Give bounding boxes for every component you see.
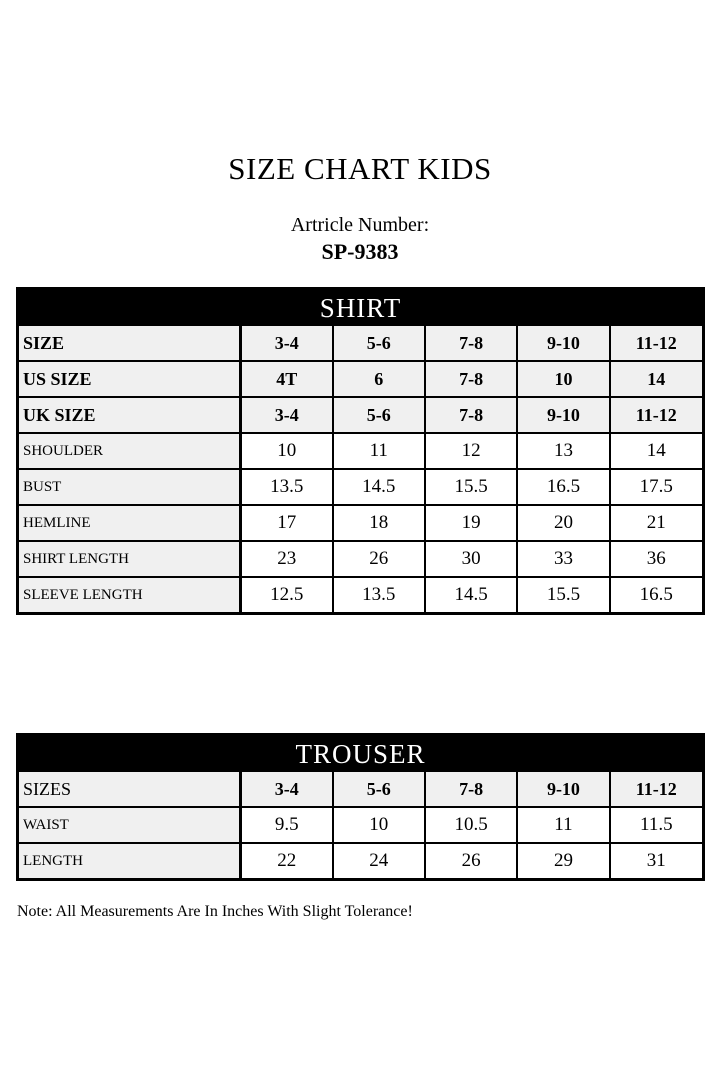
- row-label-cell: WAIST: [19, 807, 240, 843]
- value-cell: 15.5: [517, 577, 609, 612]
- value-cell: 11-12: [610, 772, 702, 807]
- value-cell: 18: [333, 505, 425, 541]
- value-cell: 10.5: [425, 807, 517, 843]
- value-cell: 12: [425, 433, 517, 469]
- value-cell: 4T: [240, 361, 332, 397]
- value-cell: 11-12: [610, 326, 702, 361]
- value-cell: 7-8: [425, 397, 517, 433]
- value-cell: 19: [425, 505, 517, 541]
- value-cell: 10: [240, 433, 332, 469]
- value-cell: 16.5: [517, 469, 609, 505]
- row-label-cell: SLEEVE LENGTH: [19, 577, 240, 612]
- value-cell: 14.5: [333, 469, 425, 505]
- value-cell: 13.5: [240, 469, 332, 505]
- value-cell: 5-6: [333, 397, 425, 433]
- value-cell: 36: [610, 541, 702, 577]
- value-cell: 30: [425, 541, 517, 577]
- value-cell: 3-4: [240, 397, 332, 433]
- value-cell: 13.5: [333, 577, 425, 612]
- row-label-cell: SIZES: [19, 772, 240, 807]
- value-cell: 9-10: [517, 326, 609, 361]
- value-cell: 7-8: [425, 326, 517, 361]
- value-cell: 22: [240, 843, 332, 878]
- trouser-table-grid: [19, 772, 702, 878]
- table-row: [19, 577, 702, 612]
- row-label-cell: HEMLINE: [19, 505, 240, 541]
- value-cell: 13: [517, 433, 609, 469]
- value-cell: 20: [517, 505, 609, 541]
- value-cell: 5-6: [333, 326, 425, 361]
- row-label-cell: US SIZE: [19, 361, 240, 397]
- value-cell: 24: [333, 843, 425, 878]
- article-number-value: SP-9383: [321, 239, 399, 264]
- value-cell: 14: [610, 433, 702, 469]
- value-cell: 14: [610, 361, 702, 397]
- value-cell: 17: [240, 505, 332, 541]
- value-cell: 33: [517, 541, 609, 577]
- row-label-cell: SHOULDER: [19, 433, 240, 469]
- value-cell: 11: [517, 807, 609, 843]
- value-cell: 7-8: [425, 772, 517, 807]
- table-row: [19, 843, 702, 878]
- value-cell: 10: [333, 807, 425, 843]
- value-cell: 26: [425, 843, 517, 878]
- row-label-cell: BUST: [19, 469, 240, 505]
- value-cell: 11-12: [610, 397, 702, 433]
- value-cell: 21: [610, 505, 702, 541]
- value-cell: 11.5: [610, 807, 702, 843]
- trouser-size-table: [16, 733, 705, 881]
- value-cell: 14.5: [425, 577, 517, 612]
- row-label-cell: SIZE: [19, 326, 240, 361]
- row-label-cell: UK SIZE: [19, 397, 240, 433]
- table-row: [19, 807, 702, 843]
- table-row: [19, 433, 702, 469]
- value-cell: 7-8: [425, 361, 517, 397]
- table-row: [19, 361, 702, 397]
- value-cell: 12.5: [240, 577, 332, 612]
- shirt-table-title: SHIRT: [19, 290, 702, 326]
- value-cell: 16.5: [610, 577, 702, 612]
- value-cell: 15.5: [425, 469, 517, 505]
- value-cell: 26: [333, 541, 425, 577]
- table-row: [19, 505, 702, 541]
- value-cell: 10: [517, 361, 609, 397]
- shirt-table-grid: [19, 326, 702, 612]
- value-cell: 3-4: [240, 326, 332, 361]
- value-cell: 6: [333, 361, 425, 397]
- table-row: [19, 326, 702, 361]
- value-cell: 23: [240, 541, 332, 577]
- row-label-cell: SHIRT LENGTH: [19, 541, 240, 577]
- value-cell: 29: [517, 843, 609, 878]
- value-cell: 9-10: [517, 772, 609, 807]
- shirt-size-table: [16, 287, 705, 615]
- row-label-cell: LENGTH: [19, 843, 240, 878]
- table-row: [19, 397, 702, 433]
- value-cell: 31: [610, 843, 702, 878]
- value-cell: 3-4: [240, 772, 332, 807]
- trouser-table-title: TROUSER: [19, 736, 702, 772]
- value-cell: 5-6: [333, 772, 425, 807]
- value-cell: 11: [333, 433, 425, 469]
- table-row: [19, 541, 702, 577]
- value-cell: 17.5: [610, 469, 702, 505]
- page-title: SIZE CHART KIDS: [228, 151, 492, 186]
- table-row: [19, 772, 702, 807]
- measurement-note: Note: All Measurements Are In Inches With Slight Tolerance!: [17, 903, 413, 920]
- article-number-label: Artricle Number:: [290, 214, 430, 236]
- value-cell: 9.5: [240, 807, 332, 843]
- value-cell: 9-10: [517, 397, 609, 433]
- table-row: [19, 469, 702, 505]
